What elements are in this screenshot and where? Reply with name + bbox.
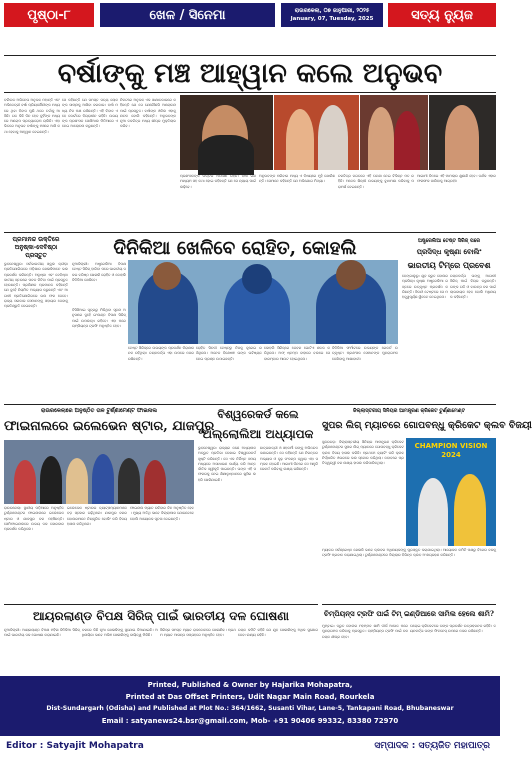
- lead-body-col: ପ୍ରଶଂସକଙ୍କ ଉତ୍ତର ଅପେକ୍ଷା ରହିଛି। ବର୍ଷା ଗଣମାଧ୍ୟମ ସହ କଥା ହୋଇ କହିଛନ୍ତି ଯେ ସେ ନ୍ୟାୟ ପାଇଁ ଲଢ଼ିବେ।: [180, 174, 256, 189]
- imprint-footer: [0, 676, 500, 758]
- photo-varsha: [429, 95, 496, 170]
- date-box: [281, 3, 383, 27]
- imprint-line: Dist-Sundargarh (Odisha) and Published at Plot No.: 364/1662, Susanti Vihar, Lane-5, Tankapani Road, Bhubaneswar: [46, 705, 454, 712]
- imprint-line: Printed at Das Offset Printers, Udit Nagar Main Road, Rourkela: [125, 693, 375, 701]
- story-body-col: ନୂଆଦିଲ୍ଲୀ: ଅଷ୍ଟ୍ରେଲିଆ ବିପକ୍ଷ ଟେଷ୍ଟ ସିରିଜ୍ ହାରିବା ପରେ ଭାରତୀୟ ଦଳର ବରିଷ୍ଠ ଖେଳାଳି ରୋହିତ ଓ କୋହଲି ଦିନିକିଆ ଖେଳିବେ।: [72, 262, 126, 282]
- ireland-body-col: ଦଳରେ କିଛି ନୂଆ ଖେଳାଳିଙ୍କୁ ସୁଯୋଗ ଦିଆଯାଇଛି। ଅଧିନାୟିକା ଭାବେ ଅଭିଜ୍ଞ ଖେଳାଳିଙ୍କୁ ଦାୟିତ୍ୱ ମିଳିଛି।: [82, 628, 158, 638]
- district-kicker: ଜିଲ୍ଲାସ୍ତରୀୟ ସିନିୟର ଆମନ୍ତ୍ରଣ କ୍ରିକେଟ ଟୁର୍ଣ୍ଣାମେଣ୍ଟ: [352, 408, 466, 414]
- lead-headline: ବର୍ଷାଙ୍କୁ ମଞ୍ଚ ଆହ୍ୱାନ କଲେ ଅନୁଭବ: [57, 58, 443, 89]
- photo-banner: [406, 438, 496, 546]
- story-body-col: ଟେଷ୍ଟ ସିରିଜ୍‌ରେ ଉଭୟଙ୍କ ପ୍ରଦର୍ଶନ ନିରାଶାଜନକ ରହିଥିଲା। ଚୟନକର୍ତ୍ତା ଏହା ଉପରେ ନଜର ରଖିଛନ୍ତି।: [128, 346, 194, 361]
- section-title: ଖେଳ / ସିନେମା: [100, 3, 275, 27]
- photo-anubhav: [180, 95, 273, 170]
- photo-couple: [360, 95, 428, 170]
- right-body-col: ବେଙ୍ଗାଲୁରୁ: ଯୁବ ଦ୍ରୁତ ବୋଲର ପ୍ରସିଦ୍ଧ କୃଷ୍ଣା ଅଷ୍ଟ୍ରେଲିଆ ଗସ୍ତରେ ଉତ୍କୃଷ୍ଟ ପ୍ରଦର୍ଶନ କରିଛନ୍ତି। ସିଡନୀ ଟେଷ୍ଟରେ ସେ ମହତ୍ତ୍ୱପୂର୍ଣ୍ଣ ୱିକେଟ ନେଇଥିଲେ।: [402, 274, 448, 300]
- imprint-line: Printed, Published & Owner by Hajarika Mohapatra,: [147, 681, 353, 689]
- brand-name: ସତ୍ୟ ନ୍ୟୁଜ: [388, 3, 496, 27]
- editor-english: Editor : Satyajit Mohapatra: [6, 741, 144, 751]
- photo-varsha-wedding: [274, 95, 359, 170]
- editor-odia: ସମ୍ପାଦକ : ସତ୍ୟଜିତ ମହାପାତ୍ର: [374, 741, 490, 751]
- divider: [4, 92, 496, 93]
- lead-body-col: ଆଗାମୀ ଦିନରେ ଏହି ମାମଲାର ଶୁଣାଣି ହେବ। ଦର୍ଶକ ଏହାର ଫଳାଫଳ ଜାଣିବାକୁ ଆଗ୍ରହୀ।: [417, 174, 496, 184]
- district-body-col: ସୁନ୍ଦରଗଡ଼: ଜିଲ୍ଲାସ୍ତରୀୟ ସିନିୟର ଆମନ୍ତ୍ରଣ କ୍ରିକେଟ ଟୁର୍ଣ୍ଣାମେଣ୍ଟର ସୁପର ଲିଗ୍ ମ୍ୟାଚରେ ଗୋପବନ୍ଧୁ କ୍ରିକେଟ କ୍ଲବ ବିଜୟ ହାସଲ କରିଛି। ପ୍ରଥମେ ବ୍ୟାଟିଂ କରି କ୍ଲବ ନିର୍ଦ୍ଧାରିତ ଓଭରରେ ଭଲ ସ୍କୋର କରିଥିଲା। ଜବାବରେ ପ୍ରତିଦ୍ୱନ୍ଦ୍ୱୀ ଦଳ ଲକ୍ଷ୍ୟ ହାସଲ କରିପାରିନଥିଲା।: [322, 440, 404, 466]
- rohit-kohli-headline: ଦିନିକିଆ ଖେଳିବେ ରୋହିତ, କୋହଲି: [113, 238, 357, 259]
- page-number: ପୃଷ୍ଠା-୮: [4, 3, 94, 27]
- district-headline: ସୁପର ଲିଗ୍ ମ୍ୟାଚରେ ଗୋପବନ୍ଧୁ କ୍ରିକେଟ କ୍ଲବ ବିଜୟୀ: [322, 420, 532, 431]
- right-kicker2: ପ୍ରସିଦ୍ଧ କୃଷ୍ଣା ବୋଲିଂ: [416, 247, 482, 256]
- story-body-col: ରୋହିତ ସିଡନୀ ଟେଷ୍ଟରୁ ନିଜକୁ ଦୂରେଇ ରଖିଥିଲେ। ଅନେକ ବିଶେଷଜ୍ଞ ତାଙ୍କ ଭବିଷ୍ୟତ ନେଇ ପ୍ରଶ୍ନ ଉଠାଇଛନ୍ତି।: [196, 346, 262, 361]
- masthead: [0, 0, 500, 30]
- left-kicker: ପ୍ରମାନନ୍ଦ ଉକ୍ତିରେ ଅନୁଷ୍କା-ଦେବିଷ୍ଠା ପ୍ରସ୍ତୁତ: [12, 236, 60, 259]
- ireland-body-col: ଚୟନ କମିଟି କହିଛି ଯେ ଯୁବ ଖେଳାଳିଙ୍କୁ ଅଧିକ ସୁଯୋଗ ଦେବା ଲକ୍ଷ୍ୟ ରହିଛି।: [238, 628, 318, 638]
- lead-body-col: ବଲିଉଡ ଅଭିନେତା ଅନୁଭବ ମହାନ୍ତି ଏବଂ ଅଭିନେତ୍ରୀ ବର୍ଷା ପ୍ରିୟଦର୍ଶିନୀଙ୍କ ମଧ୍ୟରେ ଥିବା ବିବାଦ ପୁଣି ଥରେ ଚର୍ଚ୍ଚାକୁ ଆସିଛି। ଗତ କିଛି ଦିନ ହେବ ଦୁହିଁଙ୍କ ମଧ୍ୟରେ ଆରୋପ ପ୍ରତ୍ୟାରୋପ ଚାଲିଛି। ଏହା ଭିତରେ ଅନୁଭବ ବର୍ଷାଙ୍କୁ ମଞ୍ଚରେ ଆସି କଥା ହେବାକୁ ଆହ୍ୱାନ ଦେଇଛନ୍ତି।: [4, 98, 60, 134]
- trophy-headline: ଚିମ୍ପିୟନ୍ସ ଟ୍ରଫି ପାଇଁ ଟିମ୍ ଇଣ୍ଡିଆରେ ସାମିଲ ହେଲେ ଶାମି?: [324, 609, 494, 618]
- banner-text: CHAMPION VISION 2024: [414, 442, 488, 459]
- final-body-col: ଫାଇନାଲ ମ୍ୟାଚ ରବିବାର ଦିନ ଅନୁଷ୍ଠିତ ହେବ। ମୁଖ୍ୟ ଅତିଥି ଭାବେ ଜିଲ୍ଲାପାଳ ଯୋଗଦେବେ ବୋଲି ଆୟୋଜକ ସୂଚନା ଦେଇଛନ୍ତି।: [130, 506, 194, 521]
- divider: [4, 404, 496, 405]
- divider: [4, 232, 496, 233]
- photo-cricketers: [128, 260, 398, 344]
- right-kicker: ଅଷ୍ଟ୍ରେଲିଆ ଟେଷ୍ଟ ସିରିଜ୍ ପରେ: [417, 238, 480, 244]
- ireland-body-col: ନୂଆଦିଲ୍ଲୀ: ଆୟରଲାଣ୍ଡ ବିପକ୍ଷ ମହିଳା ଦିନିକିଆ ସିରିଜ୍ ପାଇଁ ଭାରତୀୟ ଦଳ ଘୋଷଣା କରାଯାଇଛି।: [4, 628, 80, 638]
- ireland-headline: ଆୟରଲାଣ୍ଡ ବିପକ୍ଷ ସିରିଜ୍ ପାଇଁ ଭାରତୀୟ ଦଳ ଘୋଷଣା: [32, 609, 290, 623]
- story-body-col: କୋହଲି ସିରିଜ୍‌ରେ କେବଳ ଗୋଟିଏ ଶତକ କରିଥିଲେ। ଅଫ୍ ଷ୍ଟମ୍ପ ବାହାରେ ବଲରେ ସେ ବାରମ୍ବାର ଆଉଟ ହୋଇଥିଲେ।: [264, 346, 330, 361]
- trophy-body-col: ଘରୋଇ କ୍ରିକେଟରେ ତାଙ୍କ ପ୍ରଦର୍ଶନ ଉତ୍ସାହଜନକ ରହିଛି। ଚୟନକର୍ତ୍ତା ତାଙ୍କ ଫିଟନେସ୍ ଉପରେ ନଜର ରଖିଛନ୍ତି।: [410, 624, 496, 634]
- lead-body-col: ଅନୁଭବଙ୍କ ପରିବାର ମଧ୍ୟ ଏ ବିଷୟରେ ମୁହଁ ଖୋଲିଛନ୍ତି। ସେମାନେ କହିଛନ୍ତି ଯେ ଅଭିଯୋଗ ମିଥ୍ୟା।: [259, 174, 335, 184]
- district-body-col: ମ୍ୟାଚର ସର୍ବଶ୍ରେଷ୍ଠ ଖେଳାଳି ଭାବେ କ୍ଲବର ଅଧିନାୟକଙ୍କୁ ପୁରସ୍କୃତ କରାଯାଇଥିଲା। ଆୟୋଜକ କମିଟି ପକ୍ଷରୁ ବିଜେତା ଦଳକୁ ଟ୍ରଫି ପ୍ରଦାନ କରାଯାଇଥିଲା। ଟୁର୍ଣ୍ଣାମେଣ୍ଟରେ ଜିଲ୍ଲାର ବିଭିନ୍ନ କ୍ଲବ ଅଂଶଗ୍ରହଣ କରିଛନ୍ତି।: [322, 548, 496, 558]
- divider: [4, 604, 318, 605]
- final-kicker: ରାଉରକେଲାରେ ଅନୁଷ୍ଠିତ ତାଳ ଟୁର୍ଣ୍ଣାମେଣ୍ଟ ଫାଇନାଲ: [40, 408, 158, 414]
- lead-body-col: ଚଳଚ୍ଚିତ୍ର ଜଗତରେ ଏହି ଘଟଣା ନେଇ ବିଭିନ୍ନ ମତ ରହିଛି। ଅନେକ ଶିଳ୍ପୀ ଉଭୟଙ୍କୁ ବୁଝାମଣା କରିବାକୁ ପରାମର୍ଶ ଦେଇଛନ୍ତି।: [338, 174, 414, 189]
- lead-body-col: ନିକଟରେ ଅନୁଭବ ଏକ ସାକ୍ଷାତକାରରେ କହିଛନ୍ତି ଯେ ସେ ଯେକୌଣସି ଆଲୋଚନା ପାଇଁ ପ୍ରସ୍ତୁତ। ବର୍ଷାଙ୍କ ଓକିଲ ଏହାକୁ ନାଟକ ବୋଲି କହିଛନ୍ତି। ଅନୁଭବଙ୍କ ନୂଆ ଚଳଚ୍ଚିତ୍ର ମଧ୍ୟ ଶୀଘ୍ର ମୁକ୍ତିଲାଭ କରିବ।: [120, 98, 176, 129]
- final-body-col: ରାଉରକେଲା: ସ୍ଥାନୀୟ ପଡ଼ିଆରେ ଅନୁଷ୍ଠିତ ଟୁର୍ଣ୍ଣାମେଣ୍ଟର ଫାଇନାଲରେ ଇଲେଭେନ ଷ୍ଟାର ଓ ଯାଜପୁର ଦଳ ପହଞ୍ଚିଛନ୍ତି। ସେମିଫାଇନାଲରେ ଉଭୟ ଦଳ ଜୋରଦାର ପ୍ରଦର୍ଶନ କରିଥିଲେ।: [4, 506, 64, 532]
- story-body-col: ଦିନିକିଆ ଫର୍ମାଟରେ ଉଭୟଙ୍କ ରେକର୍ଡ ଉତ୍କୃଷ୍ଟ। ପ୍ରଶଂସକ ସେମାନଙ୍କ ପୁନରାଗମନ ଦେଖିବାକୁ ଆଶାବାଦୀ।: [332, 346, 398, 361]
- ireland-body-col: ସିରିଜ୍‌ର ସମସ୍ତ ମ୍ୟାଚ ରାଜକୋଟରେ ଖେଳାଯିବ। ପ୍ରଥମ ମ୍ୟାଚ ଆସନ୍ତା ସପ୍ତାହରେ ଅନୁଷ୍ଠିତ ହେବ।: [160, 628, 236, 638]
- world-record-kicker: ବିଶ୍ୱରେକର୍ଡ କଲେ: [217, 408, 299, 421]
- wr-body-col: ଭୁବନେଶ୍ୱର: ରାଜ୍ୟର ଜଣେ ଅଧ୍ୟାପକ ଅଦ୍ଭୁତ ପ୍ରତିଭା ଦେଖାଇ ବିଶ୍ୱରେକର୍ଡ ସୃଷ୍ଟି କରିଛନ୍ତି। ସେ ଏକ ନିର୍ଦ୍ଦିଷ୍ଟ ସମୟ ମଧ୍ୟରେ ଅସାଧାରଣ କାର୍ଯ୍ୟ କରି ଆନ୍ତର୍ଜାତିକ ସ୍ୱୀକୃତି ପାଇଛନ୍ତି। ତାଙ୍କ ଏହି ସଫଳତାକୁ ନେଇ ଶିକ୍ଷାନୁଷ୍ଠାନରେ ଖୁସିର ଲହରି ଖେଳିଯାଇଛି।: [198, 446, 256, 482]
- date-odia: ରାଉରକେଲା, ୦୭ ଜାନୁଆରୀ, ୨୦୨୫: [294, 8, 370, 14]
- right-body-col: ଚୟନକର୍ତ୍ତା ତାଙ୍କୁ ଆଗାମୀ ସିରିଜ୍ ପାଇଁ ବିଚାର କରୁଛନ୍ତି। ତାଙ୍କ ଗତି ଓ ବାଉନ୍ସ ଦଳ ପାଇଁ ଲାଭଦାୟକ ହେବ ବୋଲି ଅଧିନାୟକ କହିଛନ୍ତି।: [450, 274, 496, 300]
- date-english: January, 07, Tuesday, 2025: [290, 16, 374, 22]
- world-record-headline: ଅଲ୍ଲୋଲିଆ ଅଧ୍ୟାପକ: [202, 427, 314, 441]
- left-body-col: ଭୁବନେଶ୍ୱର: ସର୍ବଭାରତୀୟ ସ୍କୁଲ କ୍ରୀଡ଼ା ପ୍ରତିଯୋଗିତାରେ ଓଡ଼ିଶାର ଖେଳାଳିମାନେ ଭଲ ପ୍ରଦର୍ଶନ କରିଛନ୍ତି। ଅନୁଷ୍କା ଏବଂ ଦେବିଷ୍ଠା ଜାତୀୟ ସ୍ତରରେ ପଦକ ଜିତିବା ପାଇଁ ପ୍ରସ୍ତୁତ ହେଉଛନ୍ତି। ପ୍ରଶିକ୍ଷକ ପ୍ରମାନନ୍ଦ କହିଛନ୍ତି ଯେ ଦୁହେଁ ନିୟମିତ ଅଭ୍ୟାସ କରୁଛନ୍ତି ଏବଂ ଆଗାମୀ ପ୍ରତିଯୋଗିତାରେ ଭଲ ଫଳ ଦେବେ। ରାଜ୍ୟ ସରକାର ସେମାନଙ୍କୁ ସହାୟତା ଦେବାକୁ ପ୍ରତିଶ୍ରୁତି ଦେଇଛନ୍ତି।: [4, 262, 68, 309]
- right-subhead: ଭାରତୀୟ ଟିମ୍‌ରେ ପ୍ରବେଶ: [407, 260, 491, 270]
- divider: [322, 604, 496, 605]
- story-body-col: ବିସିସିଆଇ ସୂତ୍ରରୁ ମିଳିଥିବା ସୂଚନା ଅନୁସାରେ ଦୁହେଁ ଇଂଲଣ୍ଡ ବିପକ୍ଷ ସିରିଜ୍ ପାଇଁ ଉପଲବ୍ଧ ରହିବେ। ଏହା ପରେ ଚାମ୍ପିୟନ୍ସ ଟ୍ରଫି ଅନୁଷ୍ଠିତ ହେବ।: [72, 308, 126, 328]
- imprint-line: Email : satyanews24.bsr@gmail.com, Mob- +91 90406 99332, 83380 72970: [101, 717, 399, 725]
- trophy-body-col: ମୁମ୍ବାଇ: ଦ୍ରୁତ ବୋଲର ମହମ୍ମଦ ଶାମି ଦୀର୍ଘ ଆଘାତ ପରେ ପୁନରାଗମନ କରିବାକୁ ପ୍ରସ୍ତୁତ। ଚାମ୍ପିୟନ୍ସ ଟ୍ରଫି ପାଇଁ ଦଳ ଚୟନ ଶୀଘ୍ର ହେବ।: [322, 624, 408, 639]
- final-body-col: ଇଲେଭେନ ଷ୍ଟାରର ବ୍ୟାଟ୍ସମ୍ୟାନମାନେ ବଡ଼ ସ୍କୋର ଗଢ଼ିଥିଲେ। ଯାଜପୁର ଦଳର ବୋଲରମାନେ ନିୟନ୍ତ୍ରିତ ବୋଲିଂ କରି ବିଜୟ ହାସଲ କରିଥିଲେ।: [67, 506, 127, 526]
- lead-body-col: ସେ କହିଛନ୍ତି ଯେ ସମସ୍ତ ସତ୍ୟ ଲୋକଙ୍କ ସାମ୍ନାକୁ ଆସିବା ଦରକାର। ବର୍ଷା ମଧ୍ୟ ନିଜ ପକ୍ଷ ରଖିଛନ୍ତି। ଏହି ବିବାଦ ଏବେ କୋର୍ଟରେ ବିଚାରାଧୀନ ରହିଛି। ଉଭୟଙ୍କ ପ୍ରଶଂସକ ସୋସିଆଲ ମିଡିଆରେ ଏ ନେଇ ଆଲୋଚନା କରୁଛନ୍ତି।: [62, 98, 118, 129]
- photo-team: [4, 440, 194, 504]
- wr-body-col: ଛାତ୍ରଛାତ୍ରୀ ଓ ସହକର୍ମୀ ତାଙ୍କୁ ଅଭିନନ୍ଦନ ଜଣାଇଛନ୍ତି। ସେ କହିଛନ୍ତି ଯେ ନିରନ୍ତର ଅଭ୍ୟାସ ଓ ଦୃଢ଼ ସଂକଳ୍ପ ଦ୍ୱାରା ଏହା ସମ୍ଭବ ହୋଇଛି। ଆଗାମୀ ଦିନରେ ସେ ଆହୁରି ରେକର୍ଡ କରିବାକୁ ଲକ୍ଷ୍ୟ ରଖିଛନ୍ତି।: [260, 446, 318, 472]
- final-headline: ଫାଇନାଲରେ ଇଲେଭେନ ଷ୍ଟାର, ଯାଜପୁର: [4, 419, 215, 434]
